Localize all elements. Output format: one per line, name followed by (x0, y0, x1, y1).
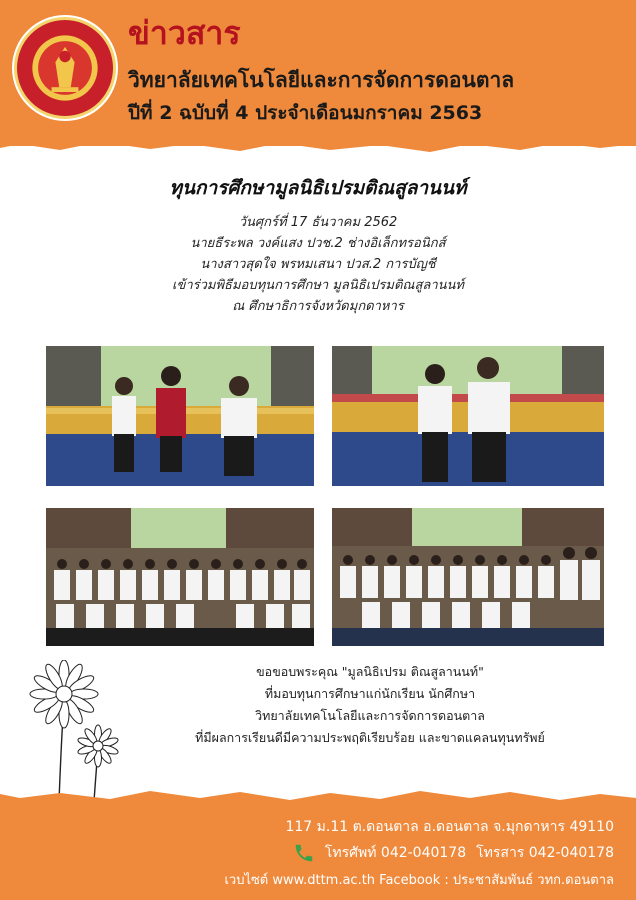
college-logo (14, 17, 116, 119)
detail-line: นางสาวสุดใจ พรหมเสนา ปวส.2 การบัญชี (200, 257, 436, 272)
photo-two-students (332, 346, 604, 486)
phone-icon (293, 842, 315, 864)
college-name: วิทยาลัยเทคโนโลยีและการจัดการดอนตาล (128, 68, 515, 92)
header-brush-edge (0, 138, 636, 160)
thanks-message (150, 661, 590, 749)
footer-contact-row (293, 842, 614, 864)
detail-line: เข้าร่วมพิธีมอบทุนการศึกษา มูลนิธิเปรมติณสูลานนท์ (172, 278, 464, 293)
thanks-line: ที่มีผลการเรียนดีมีความประพฤติเรียบร้อย และขาดแคลนทุนทรัพย์ (195, 730, 545, 745)
issue-info: ปีที่ 2 ฉบับที่ 4 ประจำเดือนมกราคม 2563 (128, 102, 483, 124)
footer-address: 117 ม.11 ต.ดอนตาล อ.ดอนตาล จ.มุกดาหาร 49110 (285, 819, 614, 835)
newsletter-title: ข่าวสาร (128, 14, 241, 52)
thanks-line: ขอขอบพระคุณ "มูลนิธิเปรม ติณสูลานนท์" (256, 664, 484, 679)
article-details (0, 212, 636, 317)
header-banner (0, 0, 636, 146)
photo-group-left (46, 508, 314, 646)
thanks-line: ที่มอบทุนการศึกษาแก่นักเรียน นักศึกษา (264, 686, 476, 701)
photo-award-with-teacher (46, 346, 314, 486)
photo-group-right (332, 508, 604, 646)
detail-line: ณ ศึกษาธิการจังหวัดมุกดาหาร (232, 299, 404, 314)
footer-fax: โทรสาร 042-040178 (476, 845, 614, 861)
thanks-line: วิทยาลัยเทคโนโลยีและการจัดการดอนตาล (255, 708, 485, 723)
footer-banner (0, 800, 636, 900)
footer-brush-edge (0, 786, 636, 808)
detail-line: วันศุกร์ที่ 17 ธันวาคม 2562 (238, 215, 398, 230)
article-headline: ทุนการศึกษามูลนิธิเปรมติณสูลานนท์ (169, 177, 467, 199)
footer-phone: โทรศัพท์ 042-040178 (324, 845, 467, 861)
detail-line: นายธีระพล วงค์แสง ปวช.2 ช่างอิเล็กทรอนิกส์ (190, 236, 446, 251)
footer-website: เวบไซต์ www.dttm.ac.th Facebook : ประชาสัมพันธ์ วทก.ดอนตาล (224, 873, 614, 888)
